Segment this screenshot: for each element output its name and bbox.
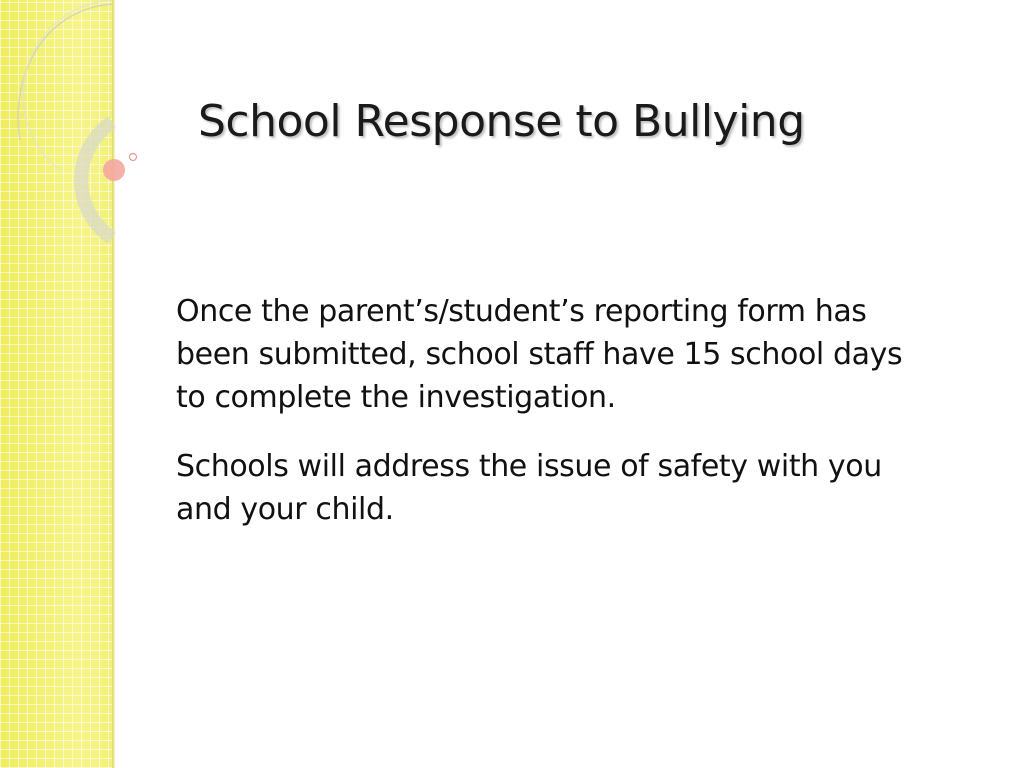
body-paragraph-investigation: Once the parent’s/student’s reporting form has been submitted, school staff have 15 school days to complete the investigation. <box>176 294 903 415</box>
slide-body <box>176 290 916 557</box>
accent-ring-dot <box>130 154 137 161</box>
side-band-edge <box>112 0 115 768</box>
body-paragraph-safety: Schools will address the issue of safety with you and your child. <box>176 449 882 527</box>
slide-title: School Response to Bullying <box>198 96 805 147</box>
decorative-side-band <box>0 0 112 768</box>
